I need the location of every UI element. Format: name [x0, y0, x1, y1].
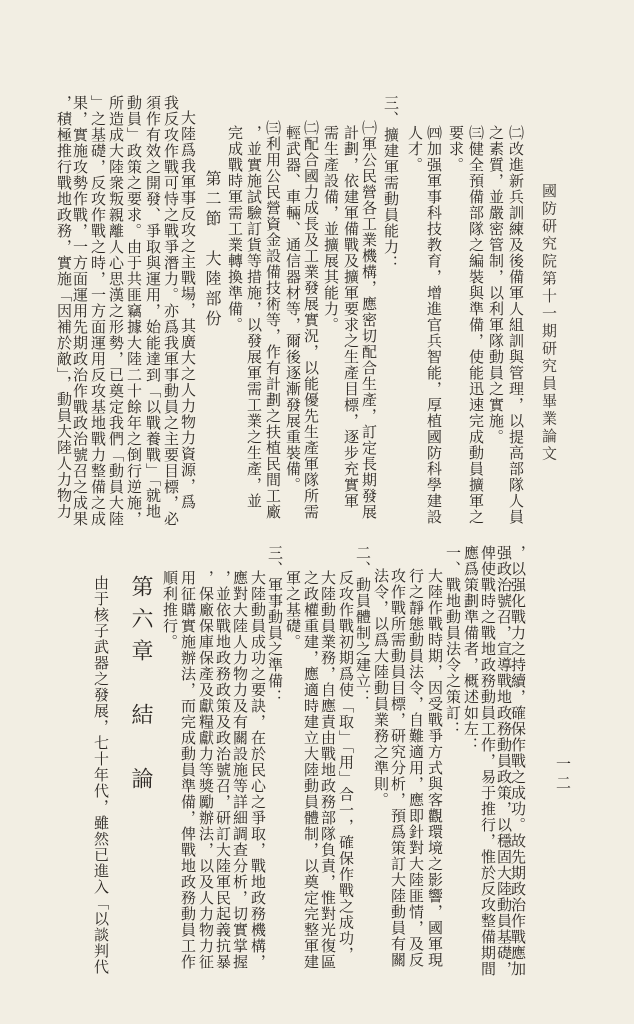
- text-column: 人才。: [406, 125, 424, 173]
- text-column: 應爲策劃準備者，概述如左：: [462, 545, 480, 753]
- text-column: 我反攻作戰可恃之戰爭潛力。亦爲我軍事動員之主要目標，必: [162, 95, 180, 527]
- text-column: ，積極推行戰地政務，實施「因補於敵」，動員大陸人力物力: [55, 95, 73, 520]
- text-column: ㈡配合國力成長及工業發展實況，以能優先生產軍隊所需: [302, 120, 320, 520]
- text-column: 計劃，依建軍備戰及擴軍要求之生產目標，逐步充實軍: [342, 125, 360, 509]
- section-title: 第二節 大陸部份: [203, 170, 222, 330]
- page-number: 一二: [554, 756, 572, 794]
- text-column: 需生產設備，並擴展其能力。: [322, 125, 340, 333]
- text-column: 由于核子武器之發展，七十年代，雖然已進入「以談判代: [92, 575, 110, 975]
- text-column: ㈢健全預備部隊之編裝與準備，使能迅速完成動員擴軍之: [467, 125, 485, 525]
- text-column: 大陸動員成功之要訣，在於民心之爭取，戰地政務機構，: [249, 570, 267, 970]
- text-column: 所造成大陸衆叛親離人心思漢之形勢，已奠定我們「動員大陸: [107, 95, 125, 527]
- text-column: 之素質，並嚴密管制，以利軍隊動員之實施。: [487, 125, 505, 445]
- text-column: 俾使戰時之戰地政務動員工作，易于推行，惟於反攻整備期間: [479, 545, 497, 977]
- text-column: 須作有效之開發、爭取與運用，始能達到「以戰養戰」「就地: [144, 95, 162, 520]
- text-column: 順利推行。: [161, 570, 179, 650]
- text-column: 應對大陸人力物力及有關設施等詳細調查分析，切實掌握: [231, 570, 249, 970]
- text-column: 之政權重建，應適時建立大陸動員體制，以奠定完整軍建: [302, 570, 320, 970]
- text-column: 完成戰時軍需工業轉換準備。: [226, 125, 244, 333]
- text-column: ㈢利用公民營資金設備技術等，作有計劃之扶植民間工廠: [264, 120, 282, 520]
- text-column: 强政治號召，宣導戰地政務動員政策，以穩固大陸動員基礎，: [495, 545, 513, 977]
- text-column: 法令，以爲大陸動員業務之準則。: [372, 568, 390, 808]
- text-column: 輕武器、車輛、通信器材等，爾後逐漸發展重裝備。: [284, 125, 302, 493]
- text-column: 軍之基礎。: [284, 570, 302, 650]
- text-column: 動員」政策之要求。由于共匪竊據大陸二十餘年之倒行逆施，: [125, 95, 143, 527]
- text-column: 果，實施攻勢作戰，一方面運用先期政治作戰政治號召之成果: [71, 95, 89, 527]
- text-column: 用征購實施辦法，而完成動員準備，俾戰地政務動員工作: [179, 570, 197, 970]
- text-column: 」之基礎，反攻作戰之時，一方面運用反攻基地戰力整備之成: [89, 95, 107, 527]
- text-column: 大陸作戰時期，因受戰爭方式與客觀環境之影響，國軍現: [426, 568, 444, 968]
- text-column: 大陸動員業務，自應責由戰地政務部隊負責，惟對光復區: [319, 570, 337, 970]
- running-header: 國防研究院第十一期研究員畢業論文: [540, 183, 558, 463]
- chapter-title: 第六章 結 論: [128, 575, 153, 799]
- text-column: 三、擴建軍需動員能力：: [382, 95, 400, 271]
- text-column: 反攻作戰初期爲使「取」「用」合一，確保作戰之成功，: [337, 570, 355, 963]
- text-column: ，並實施試驗訂貨等措施，以發展軍需工業之生產，並: [245, 125, 263, 509]
- text-column: 一、戰地動員法令之策訂：: [444, 545, 462, 737]
- text-column: ㈣加强軍事科技教育，增進官兵智能，厚植國防科學建設: [425, 125, 443, 525]
- text-column: 三、軍事動員之準備：: [266, 545, 284, 705]
- text-column: 大陸爲我軍事反攻之主戰場，其廣大之人力物力資源，爲: [179, 110, 197, 510]
- text-column: ㈡改進新兵訓練及後備軍人組訓與管理，以提高部隊人員: [507, 125, 525, 525]
- text-column: ，並依戰地政務政策及政治號召，研訂大陸軍民起義抗暴: [214, 570, 232, 970]
- text-column: ，以强化戰力之持續，確保作戰之成功。故先期政治作戰應加: [509, 545, 527, 977]
- text-column: ，保廠保庫保產及獻糧獻力等獎勵辦法，以及人力物力征: [197, 570, 215, 970]
- text-column: ㈠軍公民營各工業機構，應密切配合生產，訂定長期發展: [360, 120, 378, 520]
- text-column: 二、動員體制之建立：: [354, 545, 372, 705]
- text-column: 攻作戰所需動員目標，研究分析，預爲策訂大陸動員有關: [389, 568, 407, 968]
- text-column: 要求。: [447, 125, 465, 173]
- text-column: 行之靜態動員法令，自難適用，應即針對大陸匪情，及反: [407, 568, 425, 968]
